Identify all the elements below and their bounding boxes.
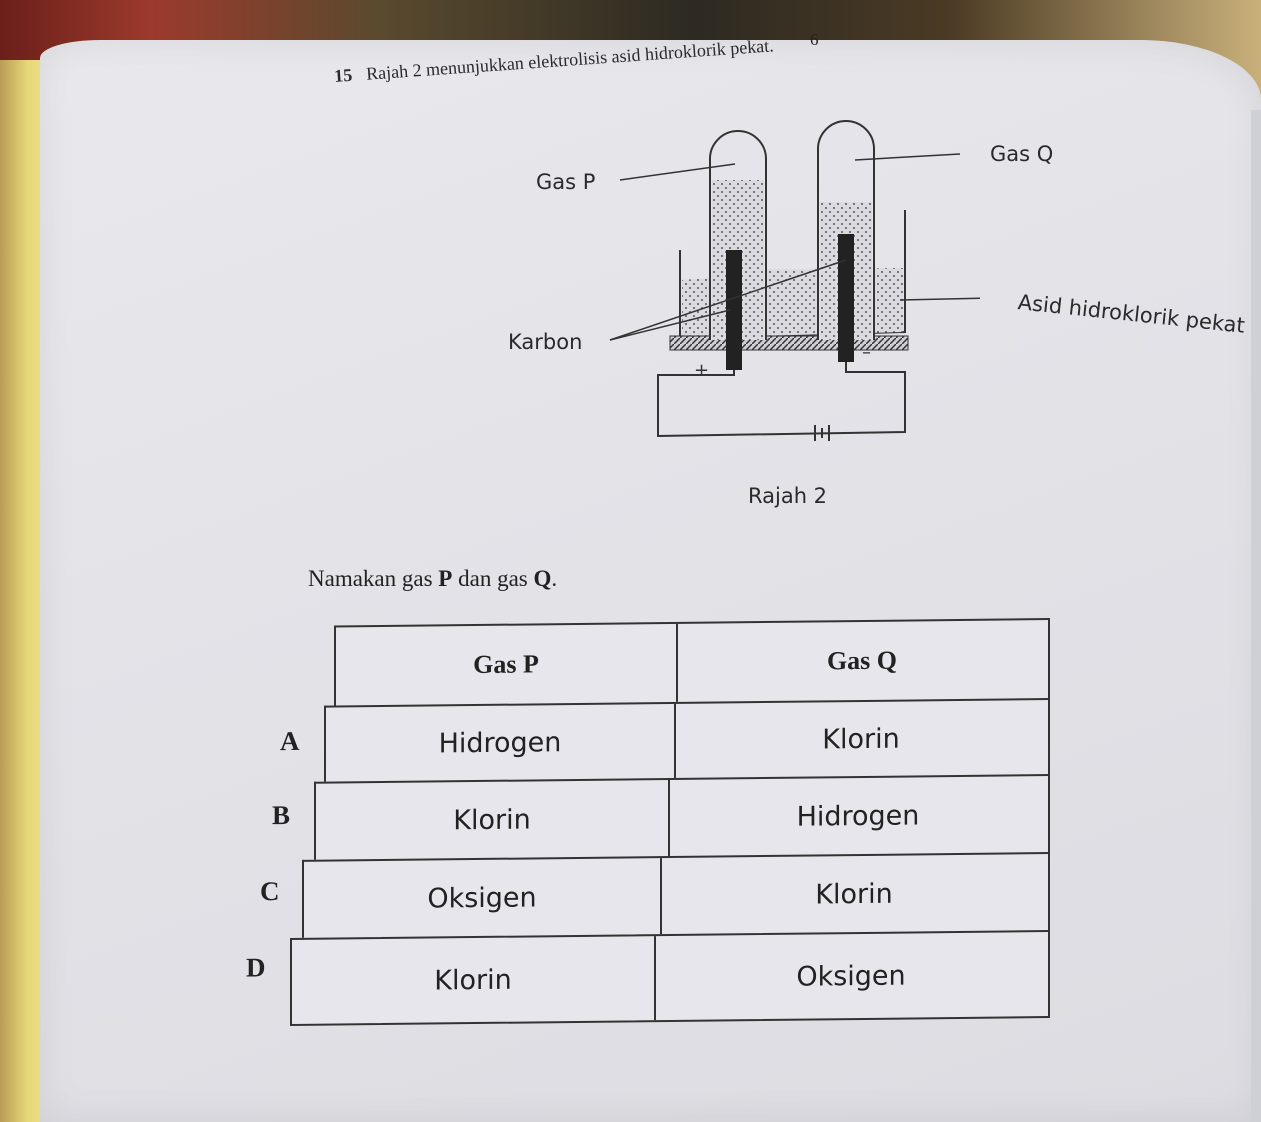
instruction-p: P (438, 566, 453, 591)
acid-label: Asid hidroklorik pekat (1016, 290, 1246, 338)
anode-sign: + (694, 360, 710, 381)
row-d-gas-p: Klorin (292, 936, 656, 1024)
next-page-edge (1251, 110, 1261, 1122)
instruction-middle: dan gas (452, 566, 534, 591)
page-number: 6 (810, 30, 819, 49)
header-gas-q: Gas Q (826, 645, 898, 676)
option-d[interactable]: D (246, 952, 266, 983)
instruction-q: Q (533, 566, 552, 591)
row-c-gas-q: Klorin (815, 878, 893, 910)
table-row (324, 698, 1050, 782)
table-row (314, 774, 1050, 860)
row-b-gas-p: Klorin (316, 780, 670, 860)
carbon-electrode-right (838, 234, 854, 362)
figure-caption: Rajah 2 (748, 484, 828, 508)
table-row (302, 852, 1050, 938)
table-row (290, 930, 1050, 1026)
electrolysis-diagram (560, 110, 980, 480)
instruction (308, 566, 557, 592)
row-a-gas-q: Klorin (822, 723, 900, 755)
gas-p-label: Gas P (536, 170, 596, 194)
row-b-gas-q: Hidrogen (796, 799, 920, 833)
answer-table (246, 618, 1050, 1028)
row-d-gas-q: Oksigen (796, 960, 906, 993)
karbon-label: Karbon (508, 330, 583, 354)
header-gas-p: Gas P (336, 624, 678, 706)
question-number: 15 (333, 64, 353, 87)
option-b[interactable]: B (272, 799, 291, 831)
table-header-row (334, 618, 1050, 705)
gas-q-label: Gas Q (990, 142, 1054, 166)
row-a-gas-p: Hidrogen (326, 704, 676, 782)
cathode-sign: – (862, 342, 871, 363)
instruction-before: Namakan gas (308, 566, 439, 591)
question-text: Rajah 2 menunjukkan elektrolisis asid hidroklorik pekat. (365, 35, 775, 84)
option-a[interactable]: A (280, 725, 300, 757)
row-c-gas-p: Oksigen (304, 858, 662, 938)
option-c[interactable]: C (260, 876, 280, 907)
instruction-after: . (551, 566, 558, 591)
